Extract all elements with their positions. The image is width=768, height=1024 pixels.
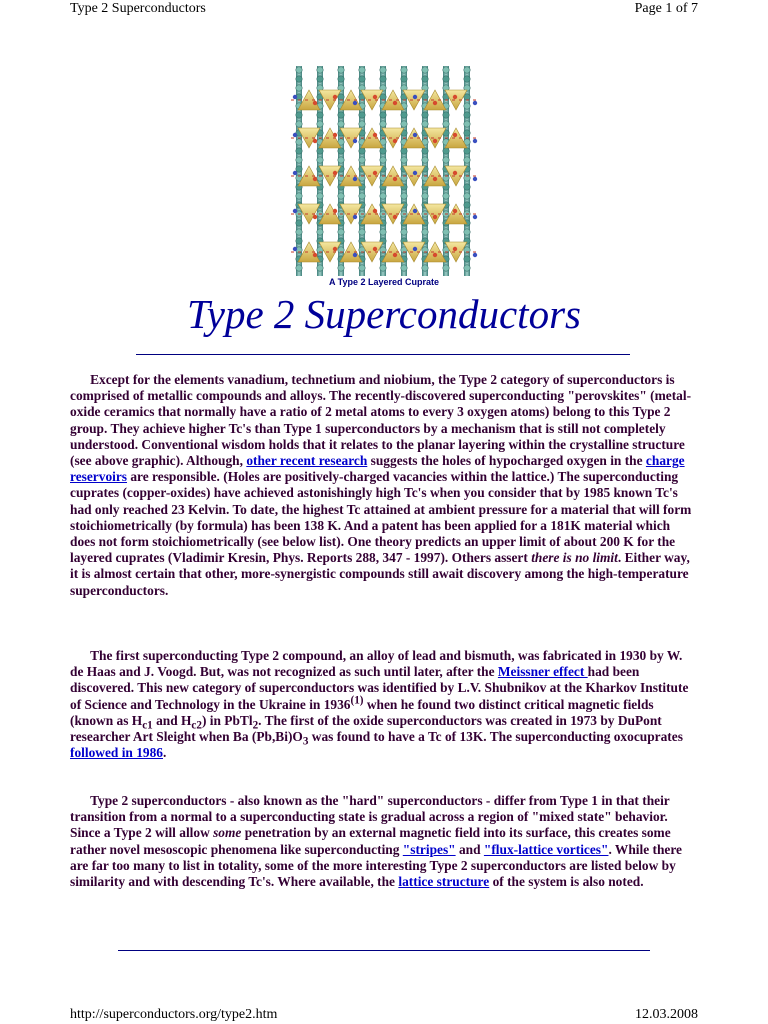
ion [313, 177, 317, 181]
atom [296, 148, 302, 154]
paragraph-history: The first superconducting Type 2 compound, an alloy of lead and bismuth, was fabricated in 1930 by W. de Haas and J. Voogd. But, was not recognized as such until later, after the Meissner effect had been discovered. This new category of superconductors was identified by L.V. Shubnikov at the Kharkov Institute of Science and Technology in the Ukraine in 1936$^{(1)}$ when he found two distinct critical magnetic fields (known as $H_{c1}$ and $H_{c2}$) in PbTl$_2$. The first of the oxide superconductors was created in 1973 by DuPont researcher Art Sleight when Ba $(Pb,Bi)O_3$ was found to have a Tc of 13K. The superconducting oxocuprates followed in 1986. [70, 648, 689, 761]
atom [338, 67, 344, 73]
atom [317, 67, 323, 73]
atom [380, 121, 386, 127]
atom [401, 193, 407, 199]
atom [317, 265, 323, 271]
atom [401, 121, 407, 127]
paragraph-intro: Except for the elements vanadium, technetium and niobium, the Type 2 category of superconductors is comprised of metallic compounds and alloys. The recently-discovered superconducting "perovskites" (metal-oxide ceramics that normally have a ratio of 2 metal atoms to every 3 oxygen atoms) belong to this Type 2 group. They achieve higher Tc's than Type 1 superconductors by a mechanism that is still not completely understood. Conventional wisdom holds that it relates to the planar layering within the crystalline structure (see above graphic). Although, other recent research suggests the holes of hypocharged oxygen in the charge reservoirs are responsible. (Holes are positively-charged vacancies within the lattice.) The superconducting cuprates (copper-oxides) have achieved astonishingly high Tc's when you consider that by 1985 known Tc's had only reached 23 Kelvin. To date, the highest Tc attained at ambient pressure for a material that will form stoichiometrically (by formula) has been 138 K. And a patent has been applied for a 181K material which does not form stoichiometrically (see below list). One theory predicts an upper limit of about 200 K for the layered cuprates (Vladimir Kresin, Phys. Reports 288, 347 - 1997). Others assert there is no limit. Either way, it is almost certain that other, more-synergistic compounds still await discovery among the high-temperature superconductors. [70, 372, 692, 598]
atom [296, 220, 302, 226]
atom [359, 67, 365, 73]
atom [296, 193, 302, 199]
atom [464, 121, 470, 127]
atom [296, 85, 302, 91]
atom [464, 229, 470, 235]
atom [296, 265, 302, 271]
ion [453, 171, 457, 175]
atom [380, 193, 386, 199]
atom [380, 157, 386, 163]
ion [433, 101, 437, 105]
ion [293, 247, 297, 251]
atom [422, 193, 428, 199]
atom [338, 148, 344, 154]
ion [353, 101, 357, 105]
atom [464, 157, 470, 163]
atom [422, 229, 428, 235]
atom [380, 76, 386, 82]
atom [296, 76, 302, 82]
ion [473, 215, 477, 219]
atom [317, 112, 323, 118]
atom [443, 112, 449, 118]
ion [353, 177, 357, 181]
atom [338, 121, 344, 127]
atom [464, 103, 470, 109]
link-followed-in-1986[interactable]: followed in 1986 [70, 745, 163, 761]
atom [401, 112, 407, 118]
ion [413, 247, 417, 251]
atom [359, 121, 365, 127]
ion [393, 101, 397, 105]
link-flux-lattice-vortices[interactable]: "flux-lattice vortices" [483, 841, 609, 857]
atom [401, 265, 407, 271]
figure-caption: A Type 2 Layered Cuprate [328, 277, 440, 287]
atom [422, 265, 428, 271]
section-divider [118, 950, 650, 951]
ion [453, 247, 457, 251]
atom [296, 229, 302, 235]
atom [296, 238, 302, 244]
atom [401, 67, 407, 73]
atom [443, 193, 449, 199]
ion [413, 133, 417, 137]
link-stripes[interactable]: "stripes" [402, 841, 456, 857]
atom [443, 148, 449, 154]
ion [453, 95, 457, 99]
ion [373, 247, 377, 251]
atom [464, 76, 470, 82]
atom [296, 67, 302, 73]
link-other-recent-research[interactable]: other recent research [246, 453, 368, 469]
atom [296, 121, 302, 127]
atom [359, 157, 365, 163]
atom [338, 157, 344, 163]
link-charge-reservoirs[interactable]: charge reservoirs [70, 453, 685, 485]
page-url: http://superconductors.org/type2.htm [70, 1007, 278, 1022]
page-title: Type 2 Superconductors [187, 291, 581, 337]
atom [464, 130, 470, 136]
atom [443, 76, 449, 82]
ion [453, 209, 457, 213]
atom [380, 112, 386, 118]
atom [401, 229, 407, 235]
ion [353, 215, 357, 219]
atom [380, 94, 386, 100]
atom [464, 193, 470, 199]
atom [464, 184, 470, 190]
running-header-title: Type 2 Superconductors [70, 1, 206, 16]
atom [317, 76, 323, 82]
atom [380, 229, 386, 235]
ion [433, 215, 437, 219]
atom [443, 67, 449, 73]
ion [313, 101, 317, 105]
atom [380, 265, 386, 271]
atom [401, 76, 407, 82]
atom [464, 112, 470, 118]
atom [338, 112, 344, 118]
atom [359, 148, 365, 154]
ion [413, 209, 417, 213]
ion [413, 171, 417, 175]
ion [393, 177, 397, 181]
ion [473, 101, 477, 105]
ion [393, 215, 397, 219]
ion [373, 133, 377, 137]
ion [473, 139, 477, 143]
atom [380, 148, 386, 154]
cuprate-lattice-figure [285, 60, 483, 290]
atom [359, 76, 365, 82]
atom [317, 148, 323, 154]
atom [359, 265, 365, 271]
ion [433, 177, 437, 181]
ion [393, 253, 397, 257]
atom [443, 229, 449, 235]
atom [464, 202, 470, 208]
atom [464, 265, 470, 271]
atom [317, 157, 323, 163]
print-date: 12.03.2008 [635, 1007, 698, 1022]
atom [422, 76, 428, 82]
atom [401, 157, 407, 163]
atom [296, 112, 302, 118]
atom [338, 76, 344, 82]
ion [333, 209, 337, 213]
ion [473, 177, 477, 181]
title-divider [136, 354, 630, 355]
atom [422, 94, 428, 100]
atom [422, 67, 428, 73]
ion [353, 253, 357, 257]
link-meissner-effect[interactable]: Meissner effect [497, 664, 588, 680]
ion [473, 253, 477, 257]
atom [422, 157, 428, 163]
ion [413, 95, 417, 99]
atom [422, 121, 428, 127]
atom [317, 229, 323, 235]
link-lattice-structure[interactable]: lattice structure [398, 874, 490, 890]
paragraph-hard-superconductors: Type 2 superconductors - also known as the "hard" superconductors - differ from Type 1 in that their transition from a normal to a superconducting state is gradual across a region of "mixed state" behavior. Since a Type 2 will allow some penetration by an external magnetic field into its surface, this creates some rather novel mesoscopic phenomena like superconducting "stripes" and "flux-lattice vortices". While there are far too many to list in totality, some of the more interesting Type 2 superconductors are listed below by similarity and with descending Tc's. Where available, the lattice structure of the system is also noted. [70, 793, 682, 890]
ion [333, 171, 337, 175]
ion [453, 133, 457, 137]
atom [422, 148, 428, 154]
page-number: Page 1 of 7 [634, 1, 698, 16]
ion [353, 139, 357, 143]
atom [464, 256, 470, 262]
atom [443, 265, 449, 271]
ion [333, 95, 337, 99]
atom [422, 112, 428, 118]
ion [393, 139, 397, 143]
atom [443, 121, 449, 127]
ion [333, 133, 337, 137]
atom [401, 148, 407, 154]
ion [433, 139, 437, 143]
atom [338, 94, 344, 100]
ion [333, 247, 337, 251]
atom [464, 94, 470, 100]
atom [464, 148, 470, 154]
atom [317, 121, 323, 127]
atom [380, 67, 386, 73]
ion [373, 209, 377, 213]
atom [296, 157, 302, 163]
ion [433, 253, 437, 257]
atom [359, 229, 365, 235]
atom [296, 139, 302, 145]
atom [317, 193, 323, 199]
atom [338, 265, 344, 271]
ion [373, 95, 377, 99]
ion [293, 133, 297, 137]
atom [359, 193, 365, 199]
atom [338, 193, 344, 199]
ion [373, 171, 377, 175]
ion [313, 215, 317, 219]
ion [293, 171, 297, 175]
ion [313, 253, 317, 257]
ion [313, 139, 317, 143]
atom [443, 157, 449, 163]
ion [293, 209, 297, 213]
atom [338, 229, 344, 235]
atom [359, 112, 365, 118]
atom [464, 67, 470, 73]
ion [293, 95, 297, 99]
atom [296, 166, 302, 172]
